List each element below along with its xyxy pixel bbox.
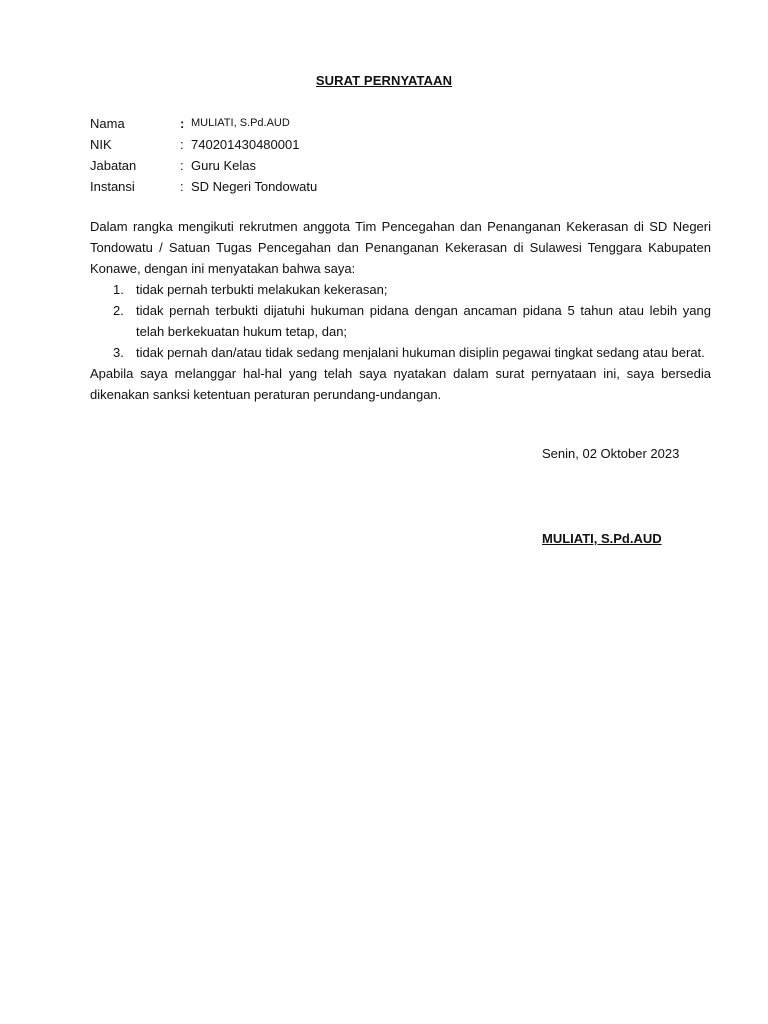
signatory-name: MULIATI, S.Pd.AUD	[542, 531, 662, 546]
list-item	[90, 279, 711, 300]
identity-label: Jabatan	[90, 158, 137, 173]
statement-body	[90, 216, 711, 405]
list-number: 1.	[113, 282, 124, 297]
identity-colon: :	[180, 179, 184, 194]
identity-colon: :	[180, 116, 185, 131]
identity-label: Instansi	[90, 179, 135, 194]
identity-label: Nama	[90, 116, 125, 131]
identity-value-jabatan: Guru Kelas	[191, 158, 257, 173]
closing-paragraph: Apabila saya melanggar hal-hal yang telah saya nyatakan dalam surat pernyataan ini, saya bersedia dikenakan sanksi ketentuan peraturan perundang-undangan.	[90, 366, 711, 402]
identity-row-nik	[90, 134, 690, 155]
identity-row-nama	[90, 113, 690, 134]
identity-value-instansi: SD Negeri Tondowatu	[191, 179, 318, 194]
identity-row-jabatan	[90, 155, 690, 176]
identity-label: NIK	[90, 137, 112, 152]
identity-colon: :	[180, 137, 184, 152]
list-number: 3.	[113, 345, 124, 360]
document-title: SURAT PERNYATAAN	[315, 73, 453, 88]
list-text: tidak pernah dan/atau tidak sedang menjalani hukuman disiplin pegawai tingkat sedang atau berat.	[136, 345, 705, 360]
identity-value-nama: MULIATI, S.Pd.AUD	[191, 117, 290, 129]
list-item	[90, 300, 711, 342]
list-number: 2.	[113, 303, 124, 318]
identity-row-instansi	[90, 176, 690, 197]
identity-block	[90, 113, 690, 197]
list-text: tidak pernah terbukti dijatuhi hukuman pidana dengan ancaman pidana 5 tahun atau lebih yang telah berkekuatan hukum tetap, dan;	[136, 303, 711, 339]
statement-list	[90, 279, 711, 363]
intro-paragraph: Dalam rangka mengikuti rekrutmen anggota Tim Pencegahan dan Penanganan Kekerasan di SD Negeri Tondowatu / Satuan Tugas Pencegahan dan Penanganan Kekerasan di Sulawesi Tenggara Kabupaten Konawe, dengan ini menyatakan bahwa saya:	[90, 219, 711, 276]
list-item	[90, 342, 711, 363]
list-text: tidak pernah terbukti melakukan kekerasan;	[136, 282, 388, 297]
signature-date: Senin, 02 Oktober 2023	[542, 446, 680, 461]
identity-colon: :	[180, 158, 184, 173]
identity-value-nik: 740201430480001	[191, 137, 300, 152]
